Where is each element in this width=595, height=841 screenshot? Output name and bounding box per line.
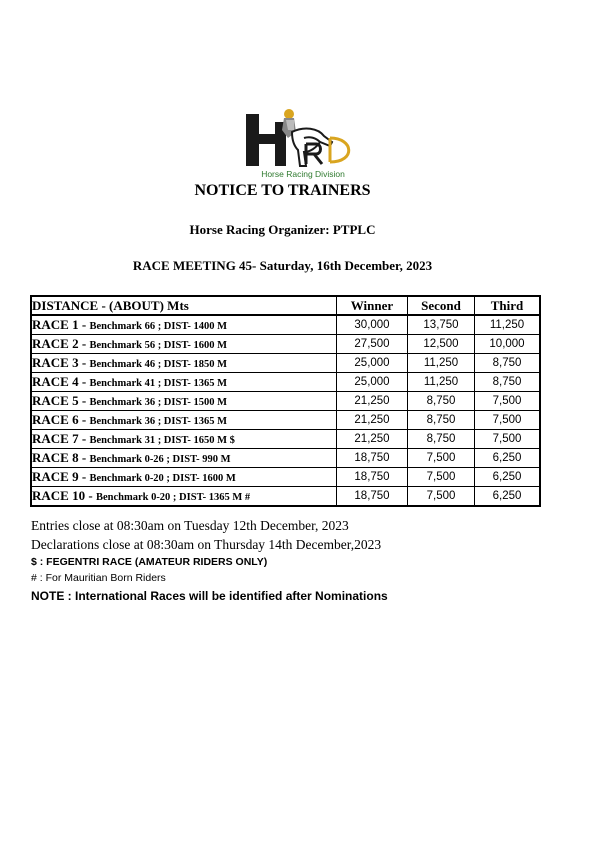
race-name: RACE 6 [32,412,79,427]
race-name: RACE 3 [32,355,79,370]
third-prize: 7,500 [475,430,541,449]
race-separator: - [85,488,96,503]
race-cell [31,392,337,411]
table-row [31,354,540,373]
race-detail: Benchmark 36 ; DIST- 1365 M [89,416,228,427]
race-separator: - [78,317,90,332]
table-row [31,449,540,468]
race-table-body [31,315,540,506]
table-row [31,373,540,392]
race-cell [31,373,337,392]
race-name: RACE 5 [32,393,79,408]
second-prize: 12,500 [408,335,475,354]
third-prize: 11,250 [475,315,541,335]
race-cell [31,430,337,449]
header-second: Second [408,296,475,315]
race-separator: - [78,374,90,389]
third-prize: 8,750 [475,373,541,392]
race-detail: Benchmark 0-20 ; DIST- 1600 M [89,473,236,484]
table-row [31,315,540,335]
race-detail: Benchmark 0-26 ; DIST- 990 M [89,454,231,465]
third-prize: 10,000 [475,335,541,354]
table-row [31,430,540,449]
fegentri-note: $ : FEGENTRI RACE (AMATEUR RIDERS ONLY) [31,556,268,568]
race-detail: Benchmark 56 ; DIST- 1600 M [89,340,228,351]
race-name: RACE 9 [32,469,79,484]
race-cell [31,315,337,335]
race-name: RACE 4 [32,374,79,389]
third-prize: 7,500 [475,392,541,411]
race-name: RACE 7 [32,431,79,446]
winner-prize: 18,750 [337,449,408,468]
race-cell [31,411,337,430]
second-prize: 8,750 [408,411,475,430]
footer-notes [31,516,388,606]
race-cell [31,449,337,468]
header-distance: DISTANCE - (ABOUT) Mts [31,296,337,315]
header-winner: Winner [337,296,408,315]
race-cell [31,335,337,354]
winner-prize: 18,750 [337,468,408,487]
second-prize: 8,750 [408,392,475,411]
race-detail: Benchmark 0-20 ; DIST- 1365 M # [95,492,251,503]
winner-prize: 27,500 [337,335,408,354]
table-header-row [31,296,540,315]
race-detail: Benchmark 46 ; DIST- 1850 M [89,359,228,370]
race-separator: - [78,412,90,427]
race-separator: - [78,450,90,465]
race-meeting-line: RACE MEETING 45- Saturday, 16th December, 2023 [132,258,433,273]
race-detail: Benchmark 36 ; DIST- 1500 M [89,397,228,408]
race-cell [31,468,337,487]
second-prize: 7,500 [408,468,475,487]
race-separator: - [78,431,90,446]
race-detail: Benchmark 31 ; DIST- 1650 M $ [89,435,235,446]
table-row [31,411,540,430]
winner-prize: 25,000 [337,354,408,373]
race-name: RACE 2 [32,336,79,351]
winner-prize: 25,000 [337,373,408,392]
international-note: NOTE : International Races will be identified after Nominations [31,589,388,603]
race-separator: - [78,355,90,370]
table-row [31,487,540,507]
organizer-line: Horse Racing Organizer: PTPLC [189,222,376,237]
race-separator: - [78,393,90,408]
declarations-close-text: Declarations close at 08:30am on Thursday 14th December,2023 [31,537,382,552]
logo-caption: Horse Racing Division [261,169,345,179]
third-prize: 7,500 [475,411,541,430]
third-prize: 6,250 [475,449,541,468]
winner-prize: 18,750 [337,487,408,507]
race-separator: - [78,469,90,484]
notice-title: NOTICE TO TRAINERS [194,182,371,199]
winner-prize: 30,000 [337,315,408,335]
race-separator: - [78,336,90,351]
winner-prize: 21,250 [337,430,408,449]
second-prize: 7,500 [408,487,475,507]
third-prize: 6,250 [475,468,541,487]
race-name: RACE 1 [32,317,79,332]
hrd-logo-icon [244,108,364,170]
race-name: RACE 10 [32,488,86,503]
race-prize-table [30,295,541,507]
horse-racing-division-logo [244,108,364,180]
entries-close-text: Entries close at 08:30am on Tuesday 12th December, 2023 [31,518,349,533]
second-prize: 7,500 [408,449,475,468]
third-prize: 8,750 [475,354,541,373]
table-row [31,392,540,411]
second-prize: 11,250 [408,354,475,373]
second-prize: 8,750 [408,430,475,449]
mauritian-note: # : For Mauritian Born Riders [31,572,166,584]
race-detail: Benchmark 66 ; DIST- 1400 M [89,321,228,332]
winner-prize: 21,250 [337,392,408,411]
race-name: RACE 8 [32,450,79,465]
race-cell [31,487,337,507]
second-prize: 13,750 [408,315,475,335]
table-row [31,335,540,354]
header-third: Third [475,296,541,315]
third-prize: 6,250 [475,487,541,507]
race-cell [31,354,337,373]
second-prize: 11,250 [408,373,475,392]
race-detail: Benchmark 41 ; DIST- 1365 M [89,378,228,389]
winner-prize: 21,250 [337,411,408,430]
table-row [31,468,540,487]
